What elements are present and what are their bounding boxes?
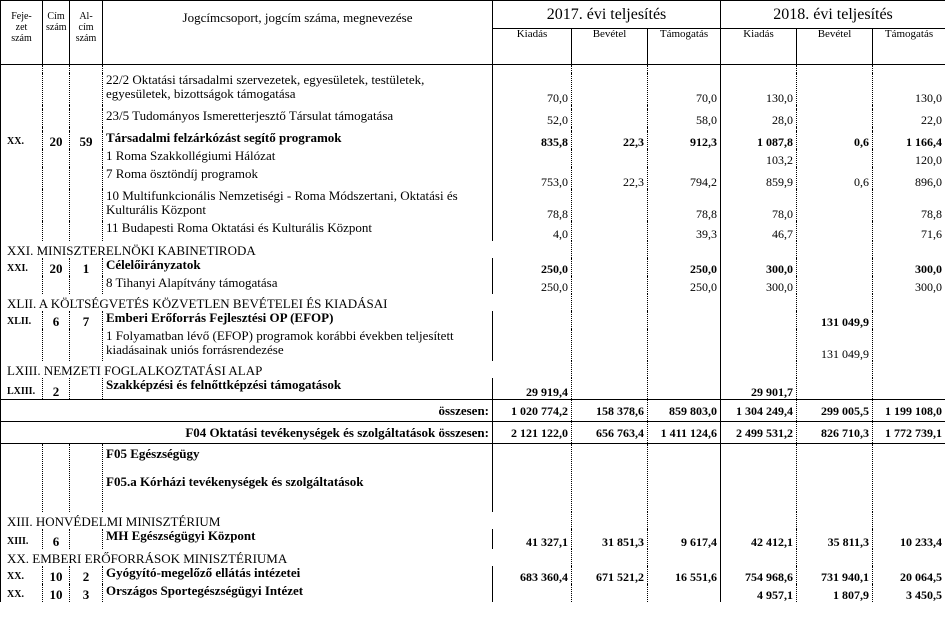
section-empty [493,241,572,258]
section-empty [797,294,873,311]
alcim-cell [70,329,103,361]
value-kiadas-2017 [493,584,572,602]
cim-cell: 2 [43,378,70,400]
fejezet-cell: XX. [1,131,43,149]
value-kiadas-2018: 103,2 [721,149,797,167]
section-heading: XIII. HONVÉDELMI MINISZTÉRIUM [1,512,493,529]
value-kiadas-2018: 130,0 [721,73,797,105]
section-heading: XX. EMBERI ERŐFORRÁSOK MINISZTÉRIUMA [1,549,493,566]
table-row [1,258,945,276]
value-tamogatas-2017 [648,311,721,329]
item-name: 1 Roma Szakkollégiumi Hálózat [103,149,493,167]
value-bevetel-2018 [797,276,873,294]
value-tamogatas-2018: 71,6 [873,221,945,241]
table-row [1,131,945,149]
value-bevetel-2018: 131 049,9 [797,329,873,361]
value-kiadas-2017: 29 919,4 [493,378,572,400]
header-kiadas-2017: Kiadás [493,29,572,65]
value-tamogatas-2017: 9 617,4 [648,529,721,549]
item-name: 1 Folyamatban lévő (EFOP) programok korábbi években teljesített kiadásainak uniós forrásrendezése [103,329,493,361]
value-kiadas-2018: 754 968,6 [721,566,797,584]
value-bevetel-2017 [572,149,648,167]
header-name: Jogcímcsoport, jogcím száma, megnevezése [103,1,493,65]
table-row [1,109,945,127]
header-tamogatas-2017: Támogatás [648,29,721,65]
item-name: 10 Multifunkcionális Nemzetiségi - Roma Módszertani, Oktatási és Kulturális Központ [103,189,493,221]
table-row [1,584,945,602]
section-empty [572,361,648,378]
alcim-cell: 7 [70,311,103,329]
table-row [1,73,945,105]
section-empty [797,549,873,566]
fejezet-cell [1,73,43,105]
value-kiadas-2018: 78,0 [721,189,797,221]
alcim-cell [70,73,103,105]
fejezet-cell [1,149,43,167]
value-kiadas-2018: 300,0 [721,276,797,294]
section-empty [797,241,873,258]
alcim-cell: 59 [70,131,103,149]
section-empty [493,512,572,529]
section-empty [721,294,797,311]
section-empty [873,294,945,311]
item-name: 7 Roma ösztöndíj programok [103,167,493,189]
fejezet-cell [1,221,43,241]
f05-empty [797,444,873,512]
value-kiadas-2018: 4 957,1 [721,584,797,602]
value-tamogatas-2018 [873,329,945,361]
section-empty [493,361,572,378]
cim-cell: 20 [43,258,70,276]
value-bevetel-2017: 31 851,3 [572,529,648,549]
item-name: 11 Budapesti Roma Oktatási és Kulturális Központ [103,221,493,241]
item-name: MH Egészségügyi Központ [103,529,493,549]
section-empty [572,241,648,258]
value-bevetel-2017 [572,258,648,276]
item-name: Gyógyító-megelőző ellátás intézetei [103,566,493,584]
total-kiadas-2017: 2 121 122,0 [493,422,572,444]
value-bevetel-2018 [797,149,873,167]
f05-empty [43,444,70,512]
value-bevetel-2018 [797,378,873,400]
value-bevetel-2018: 0,6 [797,131,873,149]
total-bevetel-2017: 158 378,6 [572,400,648,422]
section-empty [721,361,797,378]
value-tamogatas-2017: 39,3 [648,221,721,241]
value-kiadas-2017: 4,0 [493,221,572,241]
section-empty [648,294,721,311]
value-tamogatas-2017: 912,3 [648,131,721,149]
f05-empty [572,444,648,512]
header-year-2018: 2018. évi teljesítés [721,1,945,29]
table-row [1,378,945,400]
table-row [1,189,945,221]
header-alcim: Al- cím szám [70,1,103,65]
value-bevetel-2018 [797,189,873,221]
table-row [1,311,945,329]
value-bevetel-2018: 731 940,1 [797,566,873,584]
f05-empty [873,444,945,512]
fejezet-cell [1,109,43,127]
value-tamogatas-2017: 58,0 [648,109,721,127]
total-row-osszesen [1,400,945,422]
alcim-cell [70,167,103,189]
value-tamogatas-2018: 300,0 [873,276,945,294]
value-tamogatas-2018: 120,0 [873,149,945,167]
table-row [1,167,945,189]
value-tamogatas-2018: 1 166,4 [873,131,945,149]
value-kiadas-2018: 859,9 [721,167,797,189]
item-name: 23/5 Tudományos Ismeretterjesztő Társulat támogatása [103,109,493,127]
spacer-cell [103,65,493,73]
value-tamogatas-2017 [648,584,721,602]
value-bevetel-2017: 22,3 [572,167,648,189]
alcim-cell [70,378,103,400]
cim-cell: 6 [43,311,70,329]
cim-cell [43,149,70,167]
section-empty [797,361,873,378]
header-tamogatas-2018: Támogatás [873,29,945,65]
alcim-cell [70,189,103,221]
value-bevetel-2017: 22,3 [572,131,648,149]
section-empty [873,361,945,378]
item-name: Társadalmi felzárkózást segítő programok [103,131,493,149]
section-empty [572,549,648,566]
f05-empty [648,444,721,512]
value-bevetel-2017 [572,378,648,400]
cim-cell [43,73,70,105]
total-kiadas-2018: 1 304 249,4 [721,400,797,422]
value-kiadas-2017 [493,149,572,167]
table-row [1,149,945,167]
value-tamogatas-2018: 22,0 [873,109,945,127]
f05-heading [103,444,493,512]
section-empty [648,512,721,529]
total-kiadas-2018: 2 499 531,2 [721,422,797,444]
value-kiadas-2017: 70,0 [493,73,572,105]
cim-cell: 10 [43,566,70,584]
alcim-cell: 1 [70,258,103,276]
alcim-cell [70,221,103,241]
section-empty [721,512,797,529]
value-bevetel-2017 [572,189,648,221]
cim-cell [43,276,70,294]
total-bevetel-2017: 656 763,4 [572,422,648,444]
header-cim: Cím szám [43,1,70,65]
fejezet-cell: XXI. [1,258,43,276]
spacer-cell [43,65,70,73]
total-tamogatas-2018: 1 199 108,0 [873,400,945,422]
item-name: Szakképzési és felnőttképzési támogatások [103,378,493,400]
section-empty [721,549,797,566]
value-kiadas-2018 [721,329,797,361]
spacer-cell [797,65,873,73]
value-kiadas-2018: 300,0 [721,258,797,276]
item-name: Emberi Erőforrás Fejlesztési OP (EFOP) [103,311,493,329]
spacer-cell [493,65,572,73]
value-bevetel-2017 [572,329,648,361]
total-label: összesen: [1,400,493,422]
fejezet-cell: XIII. [1,529,43,549]
section-empty [721,241,797,258]
spacer-cell [70,65,103,73]
item-name: Célelőirányzatok [103,258,493,276]
item-name: 8 Tihanyi Alapítvány támogatása [103,276,493,294]
value-tamogatas-2018: 3 450,5 [873,584,945,602]
header-fejezet: Feje- zet szám [1,1,43,65]
value-tamogatas-2018: 78,8 [873,189,945,221]
fejezet-cell [1,189,43,221]
alcim-cell [70,149,103,167]
table-row [1,276,945,294]
value-kiadas-2018: 29 901,7 [721,378,797,400]
f05-title: F05 Egészségügy [106,446,200,461]
header-kiadas-2018: Kiadás [721,29,797,65]
section-empty [572,294,648,311]
table-row [1,566,945,584]
value-tamogatas-2017 [648,329,721,361]
total-tamogatas-2017: 859 803,0 [648,400,721,422]
total-row-f04 [1,422,945,444]
section-heading: XXI. MINISZTERELNÖKI KABINETIRODA [1,241,493,258]
value-kiadas-2018: 46,7 [721,221,797,241]
cim-cell [43,189,70,221]
section-empty [493,549,572,566]
value-tamogatas-2017 [648,149,721,167]
item-name: Országos Sportegészségügyi Intézet [103,584,493,602]
section-empty [873,241,945,258]
fejezet-cell [1,329,43,361]
value-kiadas-2018: 1 087,8 [721,131,797,149]
cim-cell: 6 [43,529,70,549]
f05-subtitle: F05.a Kórházi tevékenységek és szolgáltatások [106,474,364,489]
value-bevetel-2017 [572,584,648,602]
value-tamogatas-2018: 10 233,4 [873,529,945,549]
fejezet-cell [1,276,43,294]
spacer-cell [721,65,797,73]
section-empty [648,549,721,566]
value-bevetel-2017 [572,109,648,127]
alcim-cell: 3 [70,584,103,602]
section-empty [648,241,721,258]
value-tamogatas-2018 [873,311,945,329]
item-name: 22/2 Oktatási társadalmi szervezetek, egyesületek, testületek, egyesületek, bizottságok támogatása [103,73,493,105]
cim-cell [43,167,70,189]
section-empty [493,294,572,311]
value-bevetel-2018: 1 807,9 [797,584,873,602]
alcim-cell [70,109,103,127]
value-kiadas-2017 [493,329,572,361]
fejezet-cell: XLII. [1,311,43,329]
alcim-cell [70,276,103,294]
header-year-2017: 2017. évi teljesítés [493,1,721,29]
value-bevetel-2018: 35 811,3 [797,529,873,549]
section-empty [572,512,648,529]
value-bevetel-2018 [797,109,873,127]
fejezet-cell: XX. [1,584,43,602]
f05-empty [493,444,572,512]
section-empty [873,549,945,566]
cim-cell: 20 [43,131,70,149]
value-kiadas-2017: 41 327,1 [493,529,572,549]
section-heading: LXIII. NEMZETI FOGLALKOZTATÁSI ALAP [1,361,493,378]
value-bevetel-2017 [572,276,648,294]
value-tamogatas-2017: 16 551,6 [648,566,721,584]
spacer-cell [648,65,721,73]
value-tamogatas-2017: 250,0 [648,258,721,276]
cim-cell [43,109,70,127]
value-kiadas-2018 [721,311,797,329]
table-row [1,329,945,361]
spacer-cell [572,65,648,73]
header-bevetel-2017: Bevétel [572,29,648,65]
value-tamogatas-2018 [873,378,945,400]
section-empty [797,512,873,529]
value-tamogatas-2017: 78,8 [648,189,721,221]
value-bevetel-2017 [572,311,648,329]
value-bevetel-2018 [797,73,873,105]
section-empty [873,512,945,529]
value-tamogatas-2017 [648,378,721,400]
cim-cell: 10 [43,584,70,602]
total-label: F04 Oktatási tevékenységek és szolgáltatások összesen: [1,422,493,444]
total-bevetel-2018: 826 710,3 [797,422,873,444]
cim-cell [43,221,70,241]
table-row [1,221,945,241]
value-tamogatas-2018: 130,0 [873,73,945,105]
value-kiadas-2017: 753,0 [493,167,572,189]
header-bevetel-2018: Bevétel [797,29,873,65]
value-tamogatas-2018: 896,0 [873,167,945,189]
value-kiadas-2018: 28,0 [721,109,797,127]
f05-empty [70,444,103,512]
value-bevetel-2018 [797,258,873,276]
total-bevetel-2018: 299 005,5 [797,400,873,422]
table-row [1,529,945,549]
spacer-cell [873,65,945,73]
section-empty [648,361,721,378]
alcim-cell: 2 [70,566,103,584]
spacer-cell [1,65,43,73]
f05-empty [721,444,797,512]
value-tamogatas-2017: 794,2 [648,167,721,189]
total-tamogatas-2018: 1 772 739,1 [873,422,945,444]
value-tamogatas-2018: 20 064,5 [873,566,945,584]
value-kiadas-2018: 42 412,1 [721,529,797,549]
fejezet-cell: XX. [1,566,43,584]
value-kiadas-2017: 52,0 [493,109,572,127]
value-kiadas-2017: 683 360,4 [493,566,572,584]
value-bevetel-2018: 0,6 [797,167,873,189]
value-kiadas-2017: 78,8 [493,189,572,221]
value-tamogatas-2017: 70,0 [648,73,721,105]
f05-empty [1,444,43,512]
value-bevetel-2017 [572,73,648,105]
value-bevetel-2018 [797,221,873,241]
value-tamogatas-2017: 250,0 [648,276,721,294]
cim-cell [43,329,70,361]
value-bevetel-2017 [572,221,648,241]
total-kiadas-2017: 1 020 774,2 [493,400,572,422]
value-kiadas-2017: 250,0 [493,276,572,294]
value-bevetel-2018: 131 049,9 [797,311,873,329]
value-kiadas-2017 [493,311,572,329]
value-bevetel-2017: 671 521,2 [572,566,648,584]
alcim-cell [70,529,103,549]
value-kiadas-2017: 250,0 [493,258,572,276]
section-heading: XLII. A KÖLTSÉGVETÉS KÖZVETLEN BEVÉTELEI ÉS KIADÁSAI [1,294,493,311]
fejezet-cell [1,167,43,189]
value-tamogatas-2018: 300,0 [873,258,945,276]
total-tamogatas-2017: 1 411 124,6 [648,422,721,444]
fejezet-cell: LXIII. [1,378,43,400]
value-kiadas-2017: 835,8 [493,131,572,149]
